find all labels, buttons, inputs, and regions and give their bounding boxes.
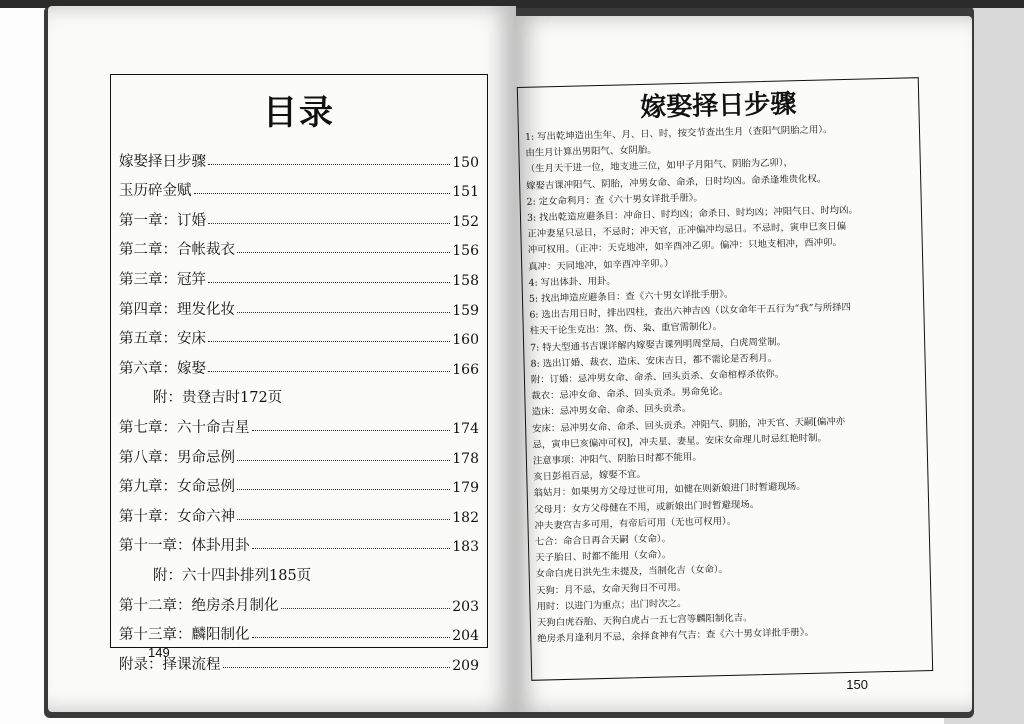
toc-entry — [119, 644, 479, 674]
toc-entry-label: 第十三章：麟阳制化 — [119, 627, 250, 644]
toc-leader-dots — [252, 637, 451, 638]
toc-leader-dots — [252, 430, 451, 431]
toc-leader-dots — [208, 164, 450, 165]
toc-entry-page: 182 — [452, 509, 479, 526]
toc-entry-page: 160 — [452, 332, 479, 349]
step-line: 忌，寅申巳亥偏冲可权]，冲夫星、妻星。安床女命理儿时忌红艳时制。 — [532, 432, 827, 451]
step-line: 亥日彭祖百忌，嫁娶不宜。 — [533, 469, 646, 483]
steps-text — [525, 120, 928, 648]
toc-leader-dots — [281, 608, 451, 609]
step-line: 7: 特大型通书吉课详解内嫁娶吉课列明周堂局，白虎周堂制。 — [530, 336, 787, 354]
toc-entry-label: 第三章：冠笄 — [119, 271, 206, 288]
toc-entry-page: 156 — [452, 243, 479, 260]
toc-entry-label: 第五章：安床 — [119, 331, 206, 348]
toc-entry-page: 204 — [452, 628, 479, 645]
step-line: 6: 选出吉用日时，排出四柱，查出六神吉凶（以女命年干五行为“我”与所择四 — [529, 302, 852, 321]
toc-entry-label: 第六章：嫁娶 — [119, 360, 206, 377]
step-line: 父母月：女方父母健在不用，或新娘出门时暂避现场。 — [534, 498, 760, 516]
toc-entry-label: 第一章：订婚 — [119, 212, 206, 229]
toc-entry — [119, 348, 479, 378]
toc-leader-dots — [194, 193, 451, 194]
toc-entry — [119, 407, 479, 437]
toc-leader-dots — [237, 489, 450, 490]
toc-entry-label: 附录：择课流程 — [119, 656, 221, 673]
toc-entry-label: 第四章：理发化妆 — [119, 301, 235, 318]
toc-list — [119, 141, 479, 674]
step-line: 裁衣：忌冲女命、命杀、回头贡杀。男命免论。 — [531, 386, 729, 402]
step-line: （生月天干进一位，地支进三位，如甲子月阳气、阴胎为乙卯）， — [525, 157, 794, 176]
steps-title: 嫁娶择日步骤 — [639, 89, 797, 123]
step-line: 天子胎日、时都不能用（女命）。 — [535, 549, 672, 564]
step-line: 3: 找出乾造应避条目：冲命日、时均凶；命杀日、时均凶；冲阳气日、时均凶。 — [526, 204, 858, 224]
step-line: 由生月计算出男阳气、女阴胎。 — [525, 144, 657, 160]
toc-entry-page: 179 — [452, 480, 479, 497]
step-line: 翁姑月：如果男方父母过世可用，如健在则新娘进门时暂避现场。 — [533, 481, 806, 500]
toc-entry — [119, 171, 479, 201]
toc-leader-dots — [237, 252, 450, 253]
toc-leader-dots — [223, 667, 451, 668]
toc-entry-page: 158 — [452, 272, 479, 289]
step-line: 七合：命合日再合天嗣（女命）。 — [534, 533, 671, 548]
toc-leader-dots — [237, 519, 450, 520]
toc-leader-dots — [208, 282, 450, 283]
toc-entry-label: 第十章：女命六神 — [119, 508, 235, 525]
toc-entry-label: 第十二章：绝房杀月制化 — [119, 597, 279, 614]
step-line: 女命白虎日洪先生未提及，当制化吉（女命）。 — [535, 564, 728, 581]
step-line: 柱天干论生克出：煞、伤、枭、重官需制化）。 — [529, 321, 723, 338]
step-line: 绝房杀月逢利月不忌，余择食神有气吉：查《六十男女详批手册》。 — [537, 627, 814, 645]
step-line: 注意事项：冲阳气、阴胎日时都不能用。 — [532, 451, 702, 467]
toc-entry — [119, 200, 479, 230]
step-line: 5: 找出坤造应避条目：查《六十男女详批手册》。 — [528, 288, 734, 305]
step-line: 附：订婚：忌冲男女命、命杀、回头贡杀、女命棺椁杀依你。 — [530, 368, 785, 386]
toc-entry-page: 151 — [452, 184, 479, 201]
toc-entry-page: 183 — [452, 539, 479, 556]
toc-entry — [119, 378, 479, 408]
toc-leader-dots — [237, 460, 450, 461]
toc-entry-page: 152 — [452, 213, 479, 230]
toc-leader-dots — [237, 312, 450, 313]
toc-entry-page: 166 — [452, 361, 479, 378]
step-line: 冲可权用。（正冲：天克地冲，如辛酉冲乙卯。偏冲：只地支相冲，酉冲卯。 — [527, 237, 842, 257]
steps-frame — [517, 77, 933, 681]
toc-entry-page: 150 — [452, 154, 479, 171]
toc-entry-label: 第二章：合帐裁衣 — [119, 242, 235, 259]
page-number-right: 150 — [846, 677, 868, 692]
toc-entry-page: 159 — [452, 302, 479, 319]
toc-entry-page: 209 — [452, 657, 479, 674]
toc-entry — [119, 555, 479, 585]
toc-entry-label: 第十一章：体卦用卦 — [119, 538, 250, 555]
toc-entry-label: 第七章：六十命吉星 — [119, 419, 250, 436]
toc-leader-dots — [252, 548, 451, 549]
step-line: 4: 写出体卦、用卦。 — [528, 275, 616, 289]
toc-leader-dots — [208, 371, 450, 372]
toc-entry — [119, 467, 479, 497]
step-line: 真冲：天同地冲，如辛酉冲辛卯。） — [528, 257, 674, 273]
toc-entry — [119, 585, 479, 615]
toc-entry — [119, 496, 479, 526]
toc-leader-dots — [208, 223, 450, 224]
toc-leader-dots — [208, 341, 450, 342]
toc-entry-label: 第八章：男命忌例 — [119, 449, 235, 466]
step-line: 冲夫妻宫吉多可用，有帝后可用（无也可权用）。 — [534, 515, 737, 532]
step-line: 天狗白虎吞胎、天狗白虎占一五七宫等麟阳制化吉。 — [536, 612, 753, 629]
step-line: 1: 写出乾坤造出生年、月、日、时，按交节查出生月（查阳气阴胎之用）。 — [524, 124, 833, 143]
right-page — [514, 16, 972, 712]
step-line: 天狗：月不忌，女命天狗日不可用。 — [535, 581, 687, 597]
toc-entry — [119, 319, 479, 349]
toc-entry — [119, 526, 479, 556]
toc-entry-page: 178 — [452, 450, 479, 467]
toc-entry-label: 第九章：女命忌例 — [119, 479, 235, 496]
toc-entry-label: 附：贵登吉时172页 — [153, 390, 283, 407]
toc-entry-label: 附：六十四卦排列185页 — [153, 567, 312, 584]
toc-entry — [119, 615, 479, 645]
toc-entry-page: 203 — [452, 598, 479, 615]
page-number-left: 149 — [148, 645, 170, 660]
step-line: 8: 选出订婚、裁衣、造床、安床吉日，都不需论是否利月。 — [530, 352, 778, 370]
toc-title: 目录 — [263, 93, 335, 133]
toc-entry — [119, 437, 479, 467]
toc-entry — [119, 259, 479, 289]
step-line: 造床：忌冲男女命、命杀、回头贡杀。 — [531, 403, 692, 419]
toc-entry-label: 嫁娶择日步骤 — [119, 153, 206, 170]
step-line: 用时：以进门为重点；出门时次之。 — [536, 597, 687, 613]
toc-entry-page: 174 — [452, 420, 479, 437]
step-line: 安床：忌冲男女命、命杀、回头贡杀。冲阳气、阴胎，冲天官、天嗣[偏冲亦 — [532, 415, 846, 435]
left-page — [48, 6, 516, 712]
toc-entry-label: 玉历碎金赋 — [119, 183, 192, 200]
toc-entry — [119, 141, 479, 171]
toc-entry — [119, 289, 479, 319]
toc-entry — [119, 230, 479, 260]
step-line: 嫁娶吉课冲阳气、阴胎，冲男女命、命杀，日时均凶。命杀逢堆贵化权。 — [526, 173, 827, 192]
step-line: 2: 定女命利月：查《六十男女详批手册》。 — [526, 192, 703, 208]
step-line: 正冲妻星只忌日，不忌时；冲天官，正冲偏冲均忌日。不忌时，寅申巳亥日偏 — [527, 221, 847, 241]
